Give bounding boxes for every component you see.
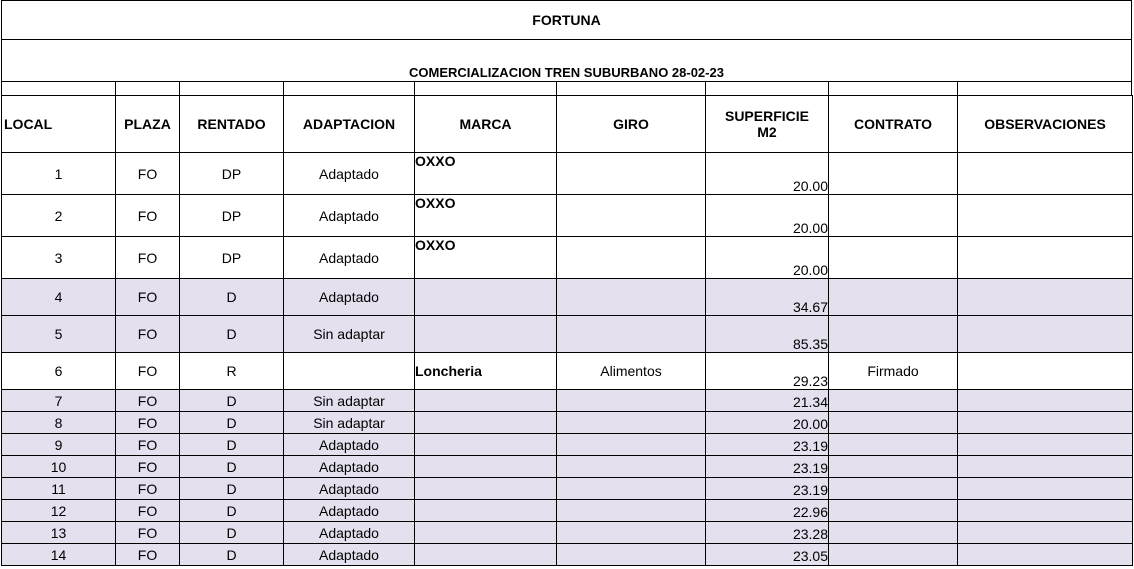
spacer-divider	[957, 82, 958, 95]
col-header-marca: MARCA	[415, 96, 557, 153]
cell-marca	[415, 456, 557, 478]
cell-marca	[415, 279, 557, 316]
cell-adaptacion: Adaptado	[284, 237, 415, 279]
table-row	[2, 195, 1133, 237]
cell-adaptacion: Sin adaptar	[284, 390, 415, 412]
cell-local: 2	[2, 195, 116, 237]
cell-marca: OXXO	[415, 195, 557, 237]
cell-superficie: 23.19	[706, 456, 829, 478]
col-header-giro: GIRO	[557, 96, 706, 153]
cell-giro	[557, 544, 706, 566]
cell-contrato	[829, 456, 958, 478]
cell-rentado: DP	[180, 195, 284, 237]
cell-local: 11	[2, 478, 116, 500]
cell-local: 9	[2, 434, 116, 456]
cell-marca	[415, 544, 557, 566]
cell-marca: Loncheria	[415, 353, 557, 390]
cell-giro: Alimentos	[557, 353, 706, 390]
cell-contrato	[829, 522, 958, 544]
cell-adaptacion: Adaptado	[284, 195, 415, 237]
col-header-rentado: RENTADO	[180, 96, 284, 153]
cell-plaza: FO	[116, 390, 180, 412]
table-row	[2, 412, 1133, 434]
cell-giro	[557, 478, 706, 500]
cell-giro	[557, 195, 706, 237]
cell-observaciones	[958, 478, 1133, 500]
cell-plaza: FO	[116, 353, 180, 390]
cell-plaza: FO	[116, 279, 180, 316]
cell-superficie: 22.96	[706, 500, 829, 522]
table-row	[2, 279, 1133, 316]
cell-marca	[415, 522, 557, 544]
cell-superficie: 85.35	[706, 316, 829, 353]
cell-rentado: D	[180, 500, 284, 522]
cell-giro	[557, 279, 706, 316]
cell-contrato	[829, 390, 958, 412]
cell-marca	[415, 478, 557, 500]
cell-plaza: FO	[116, 500, 180, 522]
cell-rentado: D	[180, 390, 284, 412]
cell-plaza: FO	[116, 478, 180, 500]
col-header-plaza: PLAZA	[116, 96, 180, 153]
cell-observaciones	[958, 434, 1133, 456]
cell-giro	[557, 434, 706, 456]
cell-contrato	[829, 434, 958, 456]
cell-marca	[415, 390, 557, 412]
cell-observaciones	[958, 412, 1133, 434]
cell-local: 7	[2, 390, 116, 412]
spacer-divider	[115, 82, 116, 95]
cell-superficie: 23.28	[706, 522, 829, 544]
cell-superficie: 20.00	[706, 153, 829, 195]
cell-adaptacion: Adaptado	[284, 478, 415, 500]
cell-observaciones	[958, 153, 1133, 195]
cell-adaptacion: Adaptado	[284, 544, 415, 566]
cell-giro	[557, 456, 706, 478]
table-row	[2, 544, 1133, 566]
cell-adaptacion: Adaptado	[284, 500, 415, 522]
cell-plaza: FO	[116, 434, 180, 456]
cell-contrato	[829, 544, 958, 566]
cell-giro	[557, 316, 706, 353]
cell-superficie: 21.34	[706, 390, 829, 412]
table-row	[2, 237, 1133, 279]
sheet-subtitle: COMERCIALIZACION TREN SUBURBANO 28-02-23	[1, 40, 1132, 82]
cell-observaciones	[958, 500, 1133, 522]
table-row	[2, 500, 1133, 522]
cell-rentado: D	[180, 279, 284, 316]
table-row	[2, 153, 1133, 195]
table-row	[2, 316, 1133, 353]
spacer-divider	[556, 82, 557, 95]
table-row	[2, 522, 1133, 544]
cell-plaza: FO	[116, 412, 180, 434]
cell-observaciones	[958, 279, 1133, 316]
cell-marca: OXXO	[415, 237, 557, 279]
cell-rentado: D	[180, 434, 284, 456]
cell-giro	[557, 500, 706, 522]
cell-adaptacion: Sin adaptar	[284, 412, 415, 434]
spacer-divider	[705, 82, 706, 95]
cell-superficie: 29.23	[706, 353, 829, 390]
cell-plaza: FO	[116, 544, 180, 566]
col-header-adaptacion: ADAPTACION	[284, 96, 415, 153]
cell-superficie: 23.19	[706, 478, 829, 500]
cell-contrato	[829, 237, 958, 279]
cell-local: 6	[2, 353, 116, 390]
cell-adaptacion: Adaptado	[284, 279, 415, 316]
col-header-superficie	[706, 96, 829, 153]
cell-local: 14	[2, 544, 116, 566]
cell-contrato	[829, 316, 958, 353]
cell-plaza: FO	[116, 195, 180, 237]
cell-adaptacion: Adaptado	[284, 434, 415, 456]
cell-adaptacion	[284, 353, 415, 390]
cell-plaza: FO	[116, 237, 180, 279]
table-row	[2, 434, 1133, 456]
superficie-unit: M2	[757, 124, 777, 140]
superficie-label: SUPERFICIE	[724, 108, 809, 124]
cell-plaza: FO	[116, 522, 180, 544]
spacer-divider	[1131, 82, 1132, 95]
table-row	[2, 353, 1133, 390]
table-row	[2, 478, 1133, 500]
cell-giro	[557, 390, 706, 412]
cell-giro	[557, 522, 706, 544]
cell-superficie: 34.67	[706, 279, 829, 316]
cell-contrato	[829, 279, 958, 316]
cell-observaciones	[958, 353, 1133, 390]
table-row	[2, 390, 1133, 412]
cell-plaza: FO	[116, 153, 180, 195]
cell-marca	[415, 500, 557, 522]
cell-rentado: D	[180, 544, 284, 566]
cell-local: 13	[2, 522, 116, 544]
cell-superficie: 23.05	[706, 544, 829, 566]
cell-adaptacion: Adaptado	[284, 522, 415, 544]
sheet-title: FORTUNA	[1, 0, 1132, 40]
cell-contrato	[829, 153, 958, 195]
spacer-divider	[828, 82, 829, 95]
cell-rentado: R	[180, 353, 284, 390]
cell-observaciones	[958, 237, 1133, 279]
cell-adaptacion: Sin adaptar	[284, 316, 415, 353]
cell-superficie: 20.00	[706, 412, 829, 434]
cell-rentado: DP	[180, 237, 284, 279]
cell-marca: OXXO	[415, 153, 557, 195]
spacer-divider	[1, 82, 2, 95]
spacer-divider	[283, 82, 284, 95]
cell-rentado: D	[180, 522, 284, 544]
table-row	[2, 456, 1133, 478]
cell-local: 5	[2, 316, 116, 353]
cell-local: 12	[2, 500, 116, 522]
cell-contrato	[829, 195, 958, 237]
cell-contrato	[829, 500, 958, 522]
spacer-divider	[179, 82, 180, 95]
cell-rentado: D	[180, 412, 284, 434]
cell-local: 10	[2, 456, 116, 478]
cell-rentado: D	[180, 478, 284, 500]
cell-marca	[415, 412, 557, 434]
cell-plaza: FO	[116, 316, 180, 353]
cell-giro	[557, 153, 706, 195]
cell-observaciones	[958, 390, 1133, 412]
cell-local: 3	[2, 237, 116, 279]
cell-superficie: 20.00	[706, 237, 829, 279]
spacer-divider	[414, 82, 415, 95]
cell-contrato	[829, 412, 958, 434]
cell-rentado: D	[180, 456, 284, 478]
cell-rentado: DP	[180, 153, 284, 195]
cell-marca	[415, 434, 557, 456]
cell-local: 4	[2, 279, 116, 316]
cell-giro	[557, 412, 706, 434]
cell-adaptacion: Adaptado	[284, 153, 415, 195]
cell-observaciones	[958, 456, 1133, 478]
cell-marca	[415, 316, 557, 353]
cell-observaciones	[958, 316, 1133, 353]
cell-observaciones	[958, 195, 1133, 237]
cell-local: 8	[2, 412, 116, 434]
col-header-observaciones: OBSERVACIONES	[958, 96, 1133, 153]
col-header-contrato: CONTRATO	[829, 96, 958, 153]
cell-observaciones	[958, 522, 1133, 544]
cell-contrato: Firmado	[829, 353, 958, 390]
table-body	[2, 153, 1133, 566]
header-row	[2, 96, 1133, 153]
col-header-local: LOCAL	[2, 96, 116, 153]
cell-adaptacion: Adaptado	[284, 456, 415, 478]
cell-observaciones	[958, 544, 1133, 566]
cell-plaza: FO	[116, 456, 180, 478]
cell-local: 1	[2, 153, 116, 195]
cell-rentado: D	[180, 316, 284, 353]
spacer-row	[1, 82, 1132, 95]
cell-giro	[557, 237, 706, 279]
cell-contrato	[829, 478, 958, 500]
locales-table	[1, 95, 1133, 566]
cell-superficie: 20.00	[706, 195, 829, 237]
cell-superficie: 23.19	[706, 434, 829, 456]
